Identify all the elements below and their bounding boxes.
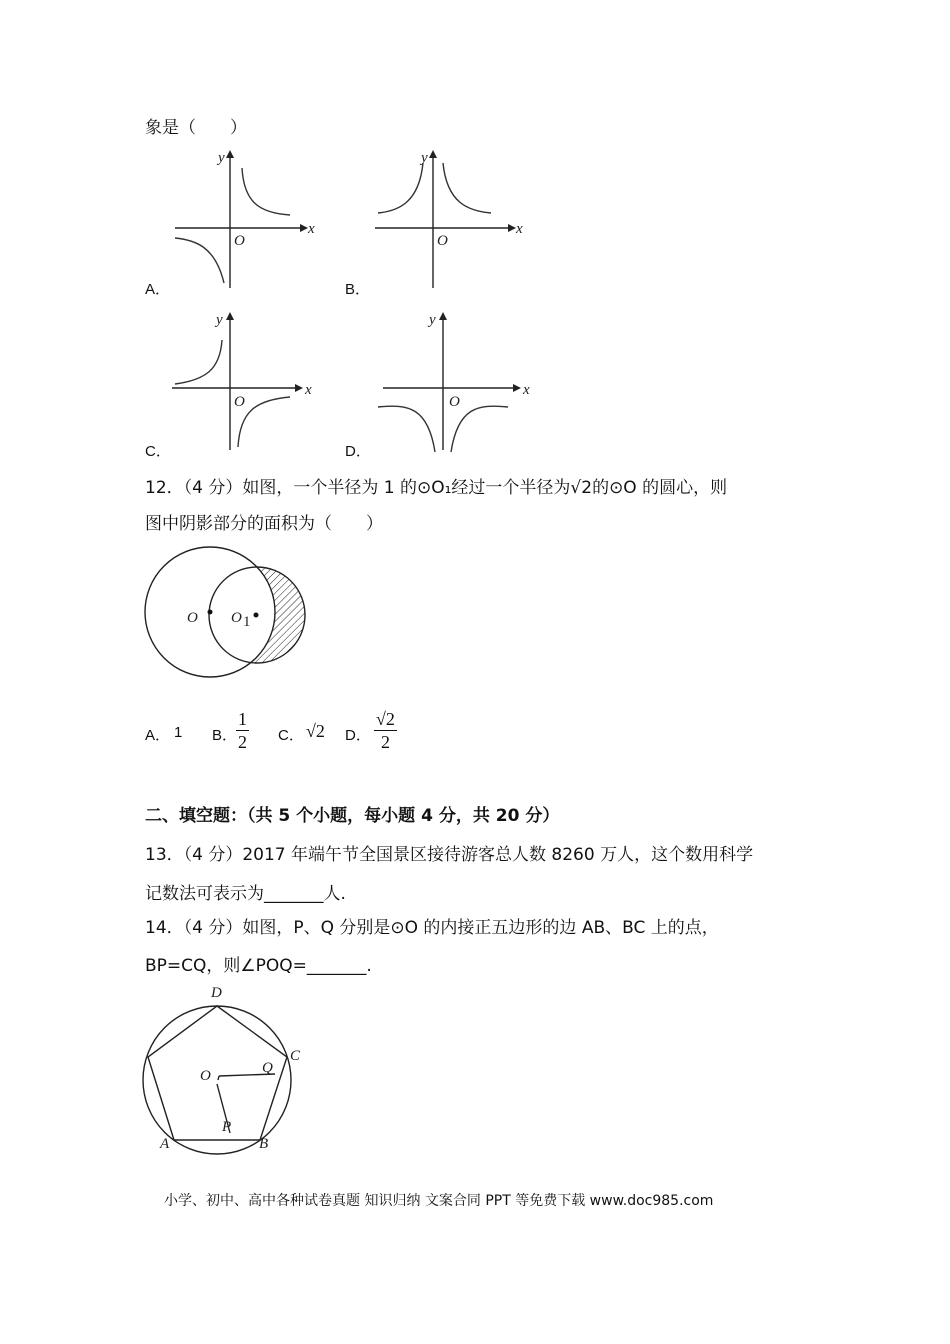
question-14-line1: 14．（4 分）如图，P、Q 分别是⊙O 的内接正五边形的边 AB、BC 上的点， xyxy=(145,918,719,938)
fraction-denominator: 2 xyxy=(238,732,247,752)
origin-label: O xyxy=(449,394,460,410)
q12-option-c-value: √2 xyxy=(306,721,325,741)
x-axis-label: x xyxy=(308,221,315,237)
origin-label: O xyxy=(437,233,448,249)
circles-figure xyxy=(140,544,320,684)
fraction-numerator: √2 xyxy=(376,709,395,729)
q12-option-b-fraction xyxy=(236,708,249,753)
pentagon-figure xyxy=(140,982,320,1154)
center-o-label: O xyxy=(200,1068,211,1084)
y-axis-label: y xyxy=(421,150,428,166)
center-o1-label: O xyxy=(231,610,242,626)
graph-option-b xyxy=(373,148,533,293)
graph-option-a xyxy=(170,148,330,293)
option-a-label: A． xyxy=(145,281,171,298)
q12-option-b-label: B． xyxy=(212,727,238,744)
q12-option-d-label: D． xyxy=(345,727,371,744)
option-b-label: B． xyxy=(345,281,371,298)
question-13-line1: 13．（4 分）2017 年端午节全国景区接待游客总人数 8260 万人，这个数用科学 xyxy=(145,845,754,865)
y-axis-label: y xyxy=(218,150,225,166)
question-14-line2: BP=CQ，则∠POQ=_______. xyxy=(145,956,372,976)
q12-option-a-value: 1 xyxy=(174,724,183,741)
vertex-a-label: A xyxy=(160,1136,170,1152)
option-d-label: D． xyxy=(345,443,371,460)
option-c-label: C． xyxy=(145,443,171,460)
fraction-numerator: 1 xyxy=(238,709,247,729)
point-q-label: Q xyxy=(262,1060,273,1076)
fraction-denominator: 2 xyxy=(380,732,390,752)
x-axis-label: x xyxy=(516,221,523,237)
q12-option-a-label: A． xyxy=(145,727,171,744)
center-o-label: O xyxy=(187,610,198,626)
question-13-line2: 记数法可表示为_______人. xyxy=(145,884,346,904)
page-footer: 小学、初中、高中各种试卷真题 知识归纳 文案合同 PPT 等免费下载 www.doc985.com xyxy=(164,1193,714,1209)
y-axis-label: y xyxy=(429,312,436,328)
question-12-line1: 12．（4 分）如图，一个半径为 1 的⊙O₁经过一个半径为√2的⊙O 的圆心，则 xyxy=(145,478,728,498)
origin-label: O xyxy=(234,394,245,410)
origin-label: O xyxy=(234,233,245,249)
question-12-line2: 图中阴影部分的面积为（ ） xyxy=(145,514,383,534)
section-2-heading: 二、填空题：（共 5 个小题，每小题 4 分，共 20 分） xyxy=(145,806,560,826)
graph-option-d xyxy=(373,312,543,457)
center-o1-subscript: 1 xyxy=(243,614,251,630)
vertex-d-label: D xyxy=(211,985,222,1001)
q12-option-d-fraction xyxy=(374,708,397,753)
x-axis-label: x xyxy=(305,382,312,398)
vertex-c-label: C xyxy=(290,1048,301,1064)
question-11-tail: 象是（ ） xyxy=(145,118,247,138)
x-axis-label: x xyxy=(523,382,530,398)
vertex-b-label: B xyxy=(259,1136,269,1152)
point-p-label: P xyxy=(222,1119,232,1135)
y-axis-label: y xyxy=(216,312,223,328)
graph-option-c xyxy=(170,312,330,457)
q12-option-c-label: C． xyxy=(278,727,304,744)
